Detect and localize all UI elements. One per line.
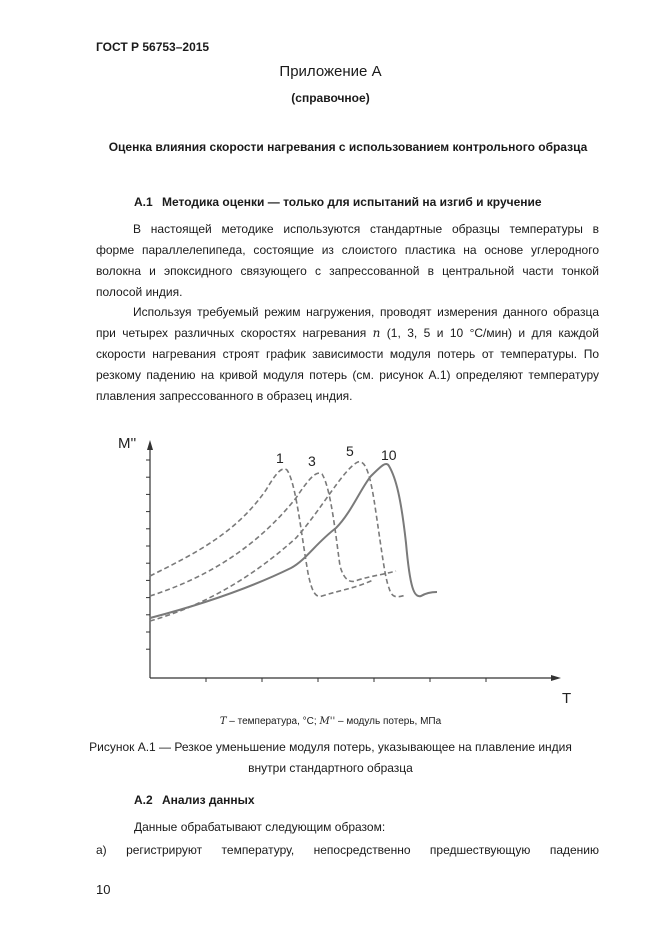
curve-label-1: 1: [276, 450, 284, 466]
section-a1-number: А.1: [134, 195, 153, 209]
paragraph-4-line: а) регистрируют температуру, непосредственно предшествующую падению: [96, 843, 599, 857]
figure-caption-line: Рисунок А.1 — Резкое уменьшение модуля потерь, указывающее на плавление индия: [89, 740, 572, 754]
section-a1-title: Методика оценки — только для испытаний на изгиб и кручение: [162, 195, 542, 209]
paragraph-3: Данные обрабатывают следующим образом:: [134, 820, 386, 834]
legend-symbol-m: M'': [319, 716, 336, 727]
curve-label-3: 3: [308, 453, 316, 469]
paragraph-2-line: [96, 323, 599, 344]
section-a2-title: Анализ данных: [162, 793, 255, 807]
paragraph-1-line: форме параллелепипеда, состоящие из слоистого пластика на основе углеродного: [96, 243, 599, 257]
document-header: ГОСТ Р 56753–2015: [96, 40, 210, 54]
legend-symbol-t: T: [219, 716, 227, 727]
variable-n: n: [372, 326, 381, 340]
curve-5: [150, 462, 406, 621]
legend-text-t: – температура, °С;: [226, 716, 320, 727]
paragraph-2-line: скорости нагревания строят график зависимости модуля потерь от температуры. По: [96, 347, 599, 361]
curve-label-5: 5: [346, 443, 354, 459]
figure-caption: [0, 737, 661, 779]
section-a2-number: А.2: [134, 793, 153, 807]
curve-label-10: 10: [381, 447, 397, 463]
paragraph-1-line: полосой индия.: [96, 285, 183, 299]
appendix-title: Приложение А: [279, 63, 382, 80]
section-a1-heading: [134, 195, 542, 209]
paragraph-1-line: волокна и эпоксидного связующего с запрессованной в центральной части тонкой: [96, 264, 599, 278]
curve-3: [150, 473, 396, 596]
paragraph-2: [96, 302, 599, 407]
y-axis-arrow: [147, 440, 153, 450]
paragraph-2-text: при четырех различных скоростях нагревания: [96, 326, 367, 340]
figure-legend: [0, 716, 661, 727]
appendix-subtitle: (справочное): [291, 91, 370, 105]
paragraph-4: [96, 840, 599, 861]
paragraph-2-text: (1, 3, 5 и 10 °С/мин) и для каждой: [386, 326, 599, 340]
paragraph-1: [96, 219, 599, 303]
figure-caption-line: внутри стандартного образца: [248, 761, 413, 775]
y-axis-ticks: [146, 460, 150, 649]
section-a2-heading: [134, 793, 255, 807]
paragraph-2-line: плавления запрессованного в образец индия.: [96, 389, 353, 403]
x-axis-arrow: [551, 675, 561, 681]
legend-text-m: – модуль потерь, МПа: [335, 716, 442, 727]
page-number: 10: [96, 882, 111, 897]
paragraph-1-line: В настоящей методике используются стандартные образцы температуры в: [133, 222, 599, 236]
loss-modulus-chart: [96, 428, 586, 713]
paragraph-2-line: Используя требуемый режим нагружения, проводят измерения данного образца: [133, 305, 599, 319]
curve-1: [150, 469, 373, 597]
paragraph-2-line: резкому падению на кривой модуля потерь (см. рисунок А.1) определяют температуру: [96, 368, 599, 382]
y-axis-label: M'': [118, 435, 137, 452]
x-axis-label: T: [562, 690, 572, 707]
section-title: Оценка влияния скорости нагревания с использованием контрольного образца: [108, 140, 588, 154]
